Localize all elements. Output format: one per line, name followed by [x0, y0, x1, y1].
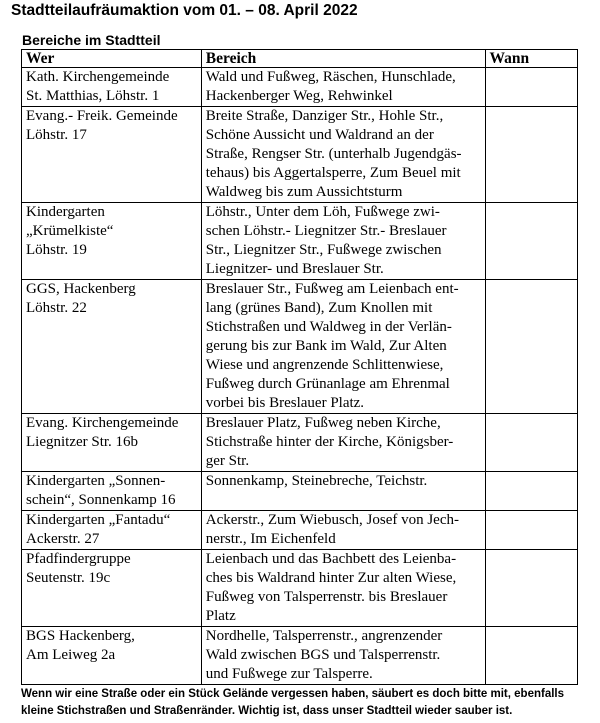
cell-line: nerstr., Im Eichenfeld — [205, 531, 336, 547]
cell-line: Seutenstr. 19c — [26, 570, 111, 586]
cell-line: Liegnitzer Str. 16b — [26, 434, 139, 450]
cell-bereich — [201, 68, 485, 107]
cell-wer — [22, 627, 202, 685]
cell-line: Breite Straße, Danziger Str., Hohle Str., — [205, 108, 444, 124]
cell-wer — [22, 68, 202, 107]
table-header-row — [22, 50, 578, 68]
document-title: Stadtteilaufräumaktion vom 01. – 08. April 2022 — [11, 2, 358, 19]
cell-line: Stichstraßen und Waldweg in der Verlän- — [205, 319, 452, 335]
cell-wann — [485, 627, 577, 685]
cell-wer — [22, 511, 202, 550]
cell-line: lang (grünes Band), Zum Knollen mit — [205, 300, 433, 316]
cell-bereich — [201, 550, 485, 627]
cell-line: Waldweg bis zum Aussichtsturm — [205, 184, 403, 200]
section-subtitle: Bereiche im Stadtteil — [22, 32, 161, 48]
cell-line: schein“, Sonnenkamp 16 — [26, 492, 176, 508]
cell-line: „Krümelkiste“ — [26, 223, 114, 239]
table-row — [22, 68, 578, 107]
cell-line: Löhstr. 22 — [26, 300, 87, 316]
cell-line: Ackerstr., Zum Wiebusch, Josef von Jech- — [205, 512, 459, 528]
footer-line: Wenn wir eine Straße oder ein Stück Gelände vergessen haben, säubert es doch bitte mit, ebenfalls — [21, 688, 564, 700]
cell-line: Schöne Aussicht und Waldrand an der — [205, 127, 434, 143]
header-bereich: Bereich — [201, 50, 485, 68]
cell-line: Breslauer Str., Fußweg am Leienbach ent- — [205, 281, 459, 297]
cell-bereich — [201, 107, 485, 203]
cell-line: Wiese und angrenzende Schlittenwiese, — [205, 357, 444, 373]
footer-note — [21, 686, 591, 720]
cell-wann — [485, 550, 577, 627]
cell-line: vorbei bis Breslauer Platz. — [205, 395, 365, 411]
cell-line: und Fußwege zur Talsperre. — [205, 666, 373, 682]
cell-wann — [485, 472, 577, 511]
cell-line: Evang. Kirchengemeinde — [26, 415, 179, 431]
table-row — [22, 414, 578, 472]
table-row — [22, 472, 578, 511]
cell-line: St. Matthias, Löhstr. 1 — [26, 88, 160, 104]
cell-line: Löhstr. 19 — [26, 242, 87, 258]
cell-wer — [22, 414, 202, 472]
cell-line: Löhstr. 17 — [26, 127, 87, 143]
cell-line: Evang.- Freik. Gemeinde — [26, 108, 178, 124]
cell-line: Platz — [205, 608, 236, 624]
cell-line: Kindergarten — [26, 204, 105, 220]
cell-wann — [485, 414, 577, 472]
cell-wann — [485, 280, 577, 414]
cell-line: Kindergarten „Fantadu“ — [26, 512, 171, 528]
cell-line: Kindergarten „Sonnen- — [26, 473, 166, 489]
table-body — [22, 68, 578, 685]
cell-line: Fußweg von Talsperrenstr. bis Breslauer — [205, 589, 448, 605]
cell-line: Stichstraße hinter der Kirche, Königsber- — [205, 434, 454, 450]
cell-wann — [485, 68, 577, 107]
cell-line: Leienbach und das Bachbett des Leienba- — [205, 551, 457, 567]
cell-wer — [22, 280, 202, 414]
cell-line: tehaus) bis Aggertalsperre, Zum Beuel mit — [205, 165, 461, 181]
footer-line: kleine Stichstraßen und Straßenränder. Wichtig ist, dass unser Stadtteil wieder sauber ist. — [21, 705, 513, 717]
cell-wann — [485, 511, 577, 550]
cell-line: GGS, Hackenberg — [26, 281, 136, 297]
table-row — [22, 280, 578, 414]
cell-line: Pfadfindergruppe — [26, 551, 131, 567]
cell-line: Liegnitzer- und Breslauer Str. — [205, 261, 384, 277]
table-row — [22, 550, 578, 627]
cell-line: Straße, Rengser Str. (unterhalb Jugendgäs- — [205, 146, 462, 162]
cell-bereich — [201, 627, 485, 685]
cell-bereich — [201, 414, 485, 472]
cell-line: Fußweg durch Grünanlage am Ehrenmal — [205, 376, 450, 392]
cell-bereich — [201, 203, 485, 280]
cell-line: BGS Hackenberg, — [26, 628, 135, 644]
cell-wer — [22, 107, 202, 203]
cell-line: Str., Liegnitzer Str., Fußwege zwischen — [205, 242, 442, 258]
table-row — [22, 107, 578, 203]
cell-bereich — [201, 511, 485, 550]
cell-wer — [22, 203, 202, 280]
cell-wann — [485, 107, 577, 203]
cell-line: ches bis Waldrand hinter Zur alten Wiese, — [205, 570, 457, 586]
table-row — [22, 627, 578, 685]
areas-table — [21, 49, 578, 685]
table-row — [22, 203, 578, 280]
header-wer: Wer — [22, 50, 202, 68]
cell-line: Ackerstr. 27 — [26, 531, 100, 547]
cell-line: Sonnenkamp, Steinebreche, Teichstr. — [205, 473, 428, 489]
header-wann: Wann — [485, 50, 577, 68]
cell-line: Kath. Kirchengemeinde — [26, 69, 170, 85]
cell-line: Wald und Fußweg, Räschen, Hunschlade, — [205, 69, 456, 85]
cell-line: ger Str. — [205, 453, 250, 469]
cell-bereich — [201, 280, 485, 414]
cell-bereich — [201, 472, 485, 511]
cell-line: Breslauer Platz, Fußweg neben Kirche, — [205, 415, 441, 431]
cell-wer — [22, 550, 202, 627]
cell-wer — [22, 472, 202, 511]
table-row — [22, 511, 578, 550]
cell-line: Hackenberger Weg, Rehwinkel — [205, 88, 393, 104]
cell-line: schen Löhstr.- Liegnitzer Str.- Breslauer — [205, 223, 447, 239]
cell-line: Nordhelle, Talsperrenstr., angrenzender — [205, 628, 443, 644]
cell-line: Löhstr., Unter dem Löh, Fußwege zwi- — [205, 204, 440, 220]
cell-line: Wald zwischen BGS und Talsperrenstr. — [205, 647, 441, 663]
cell-line: gerung bis zur Bank im Wald, Zur Alten — [205, 338, 447, 354]
cell-line: Am Leiweg 2a — [26, 647, 116, 663]
cell-wann — [485, 203, 577, 280]
